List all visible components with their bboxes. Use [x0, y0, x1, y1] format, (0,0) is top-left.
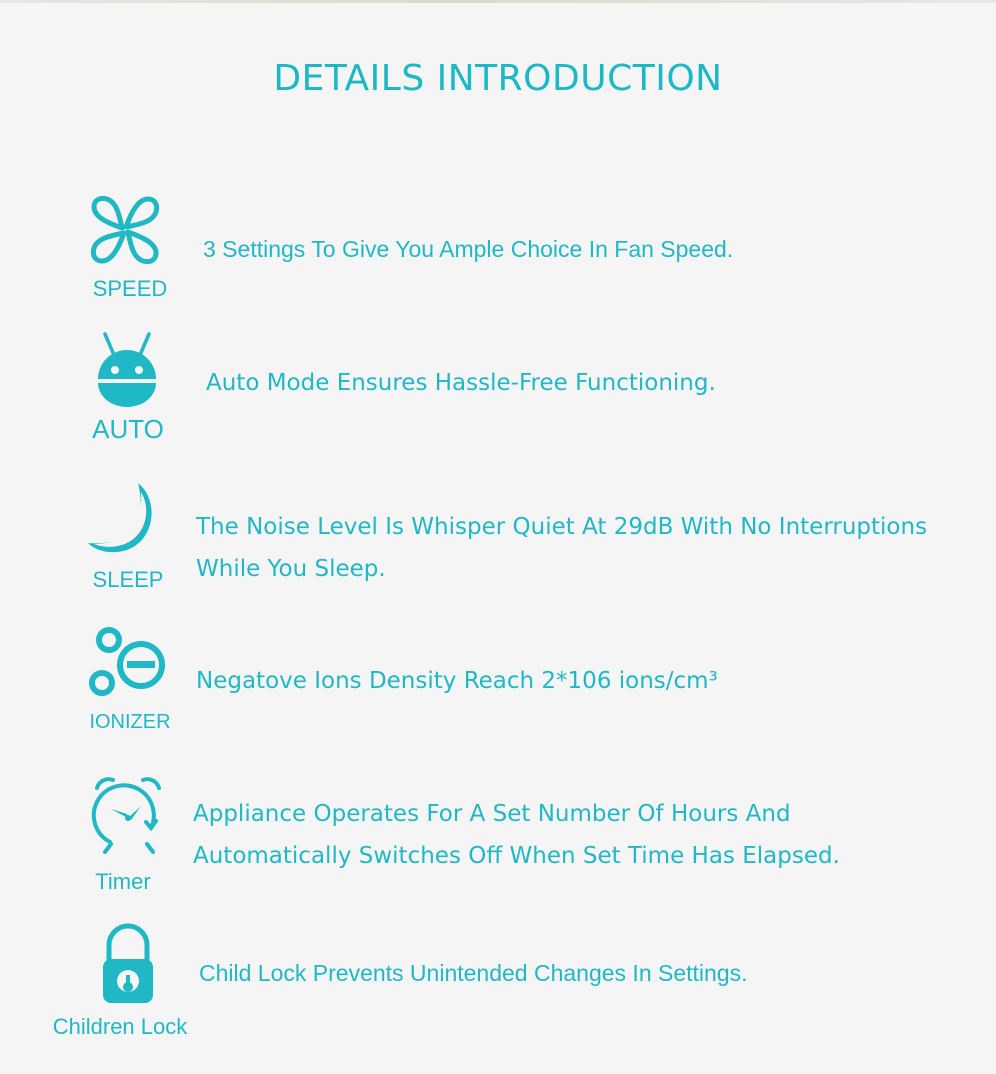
feature-label-children-lock: Children Lock — [52, 1014, 188, 1039]
feature-description-auto — [206, 370, 716, 396]
feature-description-speed — [203, 236, 733, 263]
description-line: While You Sleep. — [196, 556, 386, 582]
description-line: 3 Settings To Give You Ample Choice In Fan Speed. — [203, 236, 734, 262]
feature-label-auto: AUTO — [92, 414, 164, 444]
robot-icon — [96, 331, 158, 407]
feature-description-sleep — [196, 506, 927, 590]
description-line: Negatove Ions Density Reach 2*106 ions/cm³ — [196, 668, 718, 694]
feature-description-timer — [193, 793, 840, 877]
description-line: Child Lock Prevents Unintended Changes In Settings. — [199, 960, 748, 986]
description-line: The Noise Level Is Whisper Quiet At 29dB With No Interruptions — [196, 514, 928, 540]
moon-icon — [86, 480, 160, 558]
description-line: Automatically Switches Off When Set Time Has Elapsed. — [193, 843, 840, 869]
alarm-clock-icon — [89, 776, 167, 856]
description-line: Appliance Operates For A Set Number Of Hours And — [193, 801, 791, 827]
fan-icon — [88, 195, 162, 265]
feature-label-speed: SPEED — [92, 276, 168, 301]
description-line: Auto Mode Ensures Hassle-Free Functioning. — [206, 370, 716, 396]
padlock-icon — [101, 923, 155, 1005]
page-title: DETAILS INTRODUCTION — [273, 58, 723, 99]
feature-label-timer: Timer — [95, 869, 151, 894]
top-divider — [0, 0, 996, 3]
feature-label-ionizer: IONIZER — [89, 711, 171, 733]
ionizer-icon — [89, 626, 167, 698]
feature-description-children-lock — [199, 960, 748, 987]
feature-description-ionizer — [196, 668, 718, 694]
feature-label-sleep: SLEEP — [92, 567, 164, 592]
